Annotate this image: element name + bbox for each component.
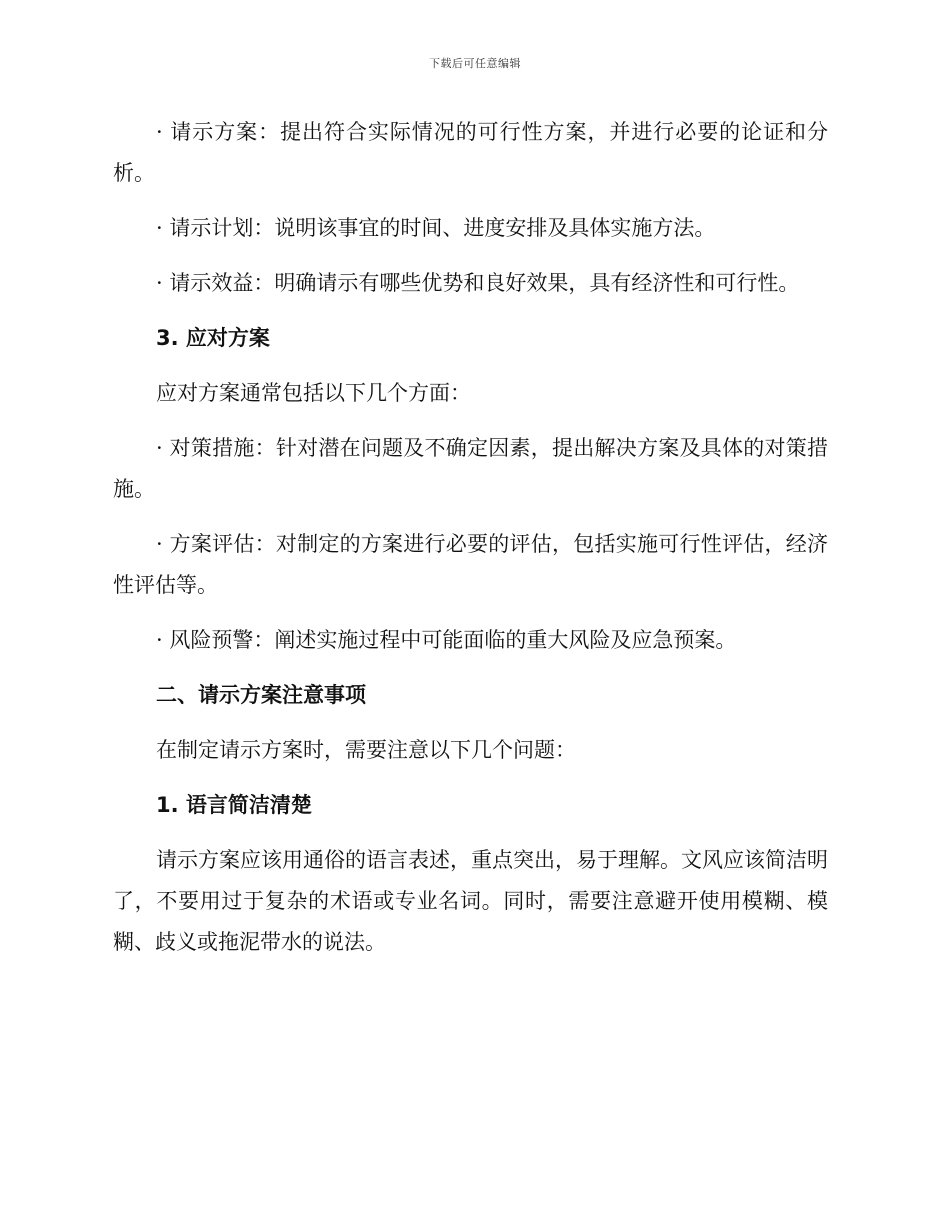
section-heading-notes: 二、请示方案注意事项: [156, 683, 366, 707]
section-heading-response-plan: 3. 应对方案: [156, 326, 270, 350]
page-header: 下载后可任意编辑: [429, 57, 521, 70]
bullet-request-plan: · 请示方案：提出符合实际情况的可行性方案，并进行必要的论证和分析。: [113, 120, 828, 185]
bullet-request-benefit: · 请示效益：明确请示有哪些优势和良好效果，具有经济性和可行性。: [156, 271, 800, 295]
subheading-concise-language: 1. 语言简洁清楚: [156, 793, 312, 817]
bullet-plan-evaluation: · 方案评估：对制定的方案进行必要的评估，包括实施可行性评估，经济性评估等。: [113, 532, 828, 597]
document-body: [113, 112, 828, 977]
paragraph-notes-intro: 在制定请示方案时，需要注意以下几个问题：: [156, 738, 576, 762]
paragraph-response-intro: 应对方案通常包括以下几个方面：: [156, 381, 471, 405]
bullet-risk-warning: · 风险预警：阐述实施过程中可能面临的重大风险及应急预案。: [156, 628, 737, 652]
paragraph-concise-language: 请示方案应该用通俗的语言表述，重点突出，易于理解。文风应该简洁明了，不要用过于复杂的术语或专业名词。同时，需要注意避开使用模糊、模糊、歧义或拖泥带水的说法。: [113, 848, 828, 954]
bullet-countermeasures: · 对策措施：针对潜在问题及不确定因素，提出解决方案及具体的对策措施。: [113, 436, 828, 501]
bullet-request-schedule: · 请示计划：说明该事宜的时间、进度安排及具体实施方法。: [156, 216, 716, 240]
